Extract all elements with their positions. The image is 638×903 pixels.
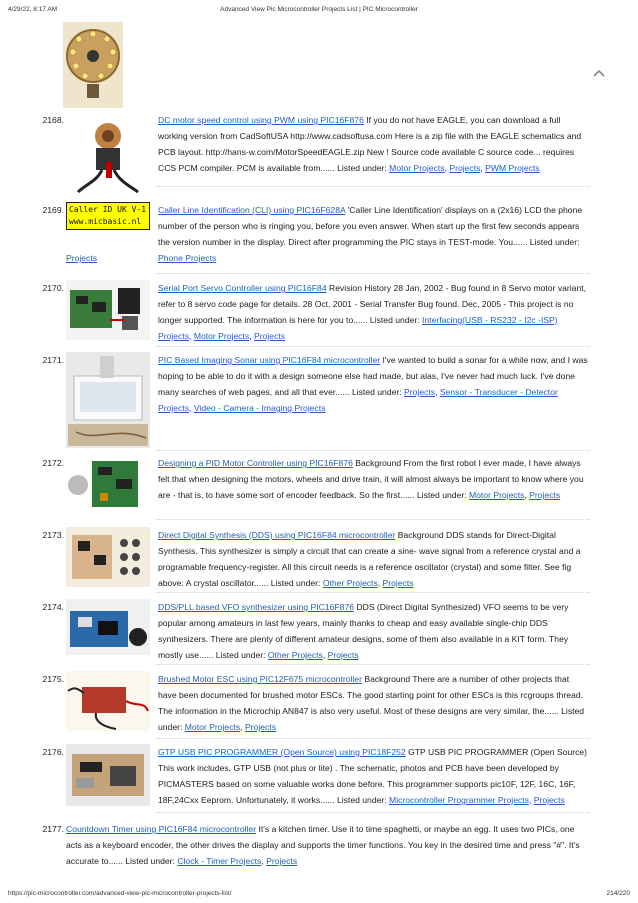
list-item-continuation — [40, 250, 590, 266]
item-separator — [156, 450, 590, 451]
category-link[interactable]: Projects — [244, 722, 276, 732]
item-thumbnail — [66, 599, 150, 655]
list-item — [40, 744, 590, 808]
print-datetime: 4/29/22, 8:17 AM — [8, 6, 58, 13]
item-text: DC motor speed control using PWM using PIC16F876 If you do not have EAGLE, you can download a full working version from CadSoftUSA http://www.cadsoftusa.com Here is a zip file with the EAGLE schematics and PCB layout. http://hans-w.com/MotorSpeedEAGLE.zip New ! Source code available C source code... requires CCS PCM compiler. PCM is available from...... Listed under: Motor Projects, Projects, PWM Projects — [158, 115, 582, 173]
project-title-link[interactable]: Countdown Timer using PIC16F84 microcontroller — [66, 824, 257, 834]
item-text: Direct Digital Synthesis (DDS) using PIC16F84 microcontroller Background DDS stands for Direct-Digital Synthesis. This synthesizer is simply a circuit that can create a sine- wave signal from a reference crystal and a programable frequency-register. All this circuit needs is a reference oscillator (crystal) and some filter. See fig above: A crystal oscillator...... Listed under: Other Projects, Projects — [158, 530, 581, 588]
project-title-link[interactable]: PIC Based Imaging Sonar using PIC16F84 microcontroller — [158, 355, 381, 365]
project-title-link[interactable]: Designing a PID Motor Controller using PIC16F876 — [158, 458, 353, 468]
category-link[interactable]: Projects — [404, 387, 436, 397]
item-number: 2176. — [42, 747, 64, 757]
project-title-link[interactable]: Caller Line Identification (CLI) using PIC16F628A — [158, 205, 346, 215]
project-description: Background There are a number of other projects that have been documented for brushed motor ESCs. The good starting point for other ESCs is this rcgroups thread. The information in the Microchip AN847 is also very useful. Most of these designs are very similar, the...... Listed under: — [158, 674, 585, 732]
category-link[interactable]: Phone Projects — [158, 253, 217, 263]
category-link[interactable]: Projects — [266, 856, 298, 866]
item-text-continuation — [66, 250, 590, 266]
project-description: Revision History 28 Jan, 2002 - Bug found in 8 Servo motor variant, refer to 8 servo code page for details. 28 Oct, 2001 - Serial Transfer Bug found. Dec, 2005 - This project is no longer supported. The information is here for you to...... Listed under: — [158, 283, 587, 325]
item-text: DDS/PLL based VFO synthesizer using PIC16F876 DDS (Direct Digital Synthesized) VFO seems to be very popular among amateurs in last few years, mainly thanks to cheap and easy available single-chip DDS synthesizers. There are plenty of different amateur designs, some of them also available in a KIT form. They mostly use...... Listed under: Other Projects, Projects — [158, 602, 569, 660]
project-description: Background DDS stands for Direct-Digital Synthesis. This synthesizer is simply a circuit that can create a sine- wave signal from a reference crystal and a programable frequency-register. All this circuit needs is a reference oscillator (crystal) and some filter. See fig above: A crystal oscillator...... Listed under: — [158, 530, 581, 588]
item-number: 2171. — [42, 355, 64, 365]
category-link[interactable]: Motor Projects — [193, 331, 250, 341]
item-separator — [156, 519, 590, 520]
list-item — [40, 671, 590, 735]
category-link[interactable]: Other Projects — [322, 578, 378, 588]
category-link[interactable]: Interfacing(USB - RS232 - I2c -ISP) Projects — [158, 315, 558, 341]
project-description: DDS (Direct Digital Synthesized) VFO seems to be very popular among amateurs in last few years, mainly thanks to cheap and easy available single-chip DDS synthesizers. There are plenty of different amateur designs, some of them also available in a KIT form. They mostly use...... Listed under: — [158, 602, 569, 660]
item-thumbnail — [66, 280, 150, 340]
project-description: 'Caller Line Identification' displays on a (2x16) LCD the phone number of the person who is ringing you, before you even answer. When start up the first few seconds appears the version number in the display. Direct after programming the PIC stays in TEST-mode. You...... Listed under: — [158, 205, 583, 247]
item-text: PIC Based Imaging Sonar using PIC16F84 microcontroller I've wanted to build a sonar for a while now, and I was hoping to be able to do it with a design someone else had made, but alas, I've never had much luck. I've done many searches of web pages, and all that ever...... Listed under: Projects, Sensor - Transducer - Detector Projects, Video - Camera - Imaging Projects — [158, 355, 588, 413]
project-title-link[interactable]: Brushed Motor ESC using PIC12F675 microcontroller — [158, 674, 362, 684]
item-separator — [156, 592, 590, 593]
item-number: 2173. — [42, 530, 64, 540]
list-item — [40, 455, 590, 519]
item-text: Serial Port Servo Controller using PIC16F84 Revision History 28 Jan, 2002 - Bug found in 8 Servo motor variant, refer to 8 servo code page for details. 28 Oct, 2001 - Serial Transfer Bug found. Dec, 2005 - This project is no longer supported. The information is here for you to...... Listed under: Interfacing(USB - RS232 - I2c -ISP) Projects, Motor Projects, Projects — [158, 283, 587, 341]
project-title-link[interactable]: Serial Port Servo Controller using PIC16F84 — [158, 283, 327, 293]
lcd-line-1: Caller ID UK V-1 — [69, 205, 147, 214]
item-separator — [156, 273, 590, 274]
item-number: 2177. — [42, 824, 64, 834]
print-url: https://pic-microcontroller.com/advanced-view-pic-microcontroller-projects-list/ — [8, 890, 232, 897]
project-title-link[interactable]: Direct Digital Synthesis (DDS) using PIC16F84 microcontroller — [158, 530, 396, 540]
list-item — [40, 112, 590, 176]
category-link[interactable]: Projects — [449, 163, 481, 173]
item-number: 2175. — [42, 674, 64, 684]
item-number: 2174. — [42, 602, 64, 612]
category-link[interactable]: Projects — [327, 650, 359, 660]
list-item — [40, 821, 590, 869]
item-number: 2168. — [42, 115, 64, 125]
item-separator — [156, 812, 590, 813]
led-circle-board-photo — [63, 22, 123, 108]
item-separator — [156, 738, 590, 739]
item-separator — [156, 186, 590, 187]
item-text: GTP USB PIC PROGRAMMER (Open Source) using PIC18F252 GTP USB PIC PROGRAMMER (Open Source) This work includes, GTP USB (not plus or lite) . The schematic, photos and PCB have been developed by PICMASTERS based on some valuable works done before. This programmer supports pic10F, 12F, 16C, 16F, 18F,24Cxx Eeprom. Unfortunately, it works...... Listed under: Microcontroller Programmer Projects, Projects — [158, 747, 588, 805]
category-link[interactable]: Microcontroller Programmer Projects — [389, 795, 529, 805]
lcd-thumbnail — [66, 202, 150, 230]
category-link[interactable]: Motor Projects — [184, 722, 241, 732]
category-link[interactable]: PWM Projects — [485, 163, 540, 173]
project-description: If you do not have EAGLE, you can download a full working version from CadSoftUSA http://www.cadsoftusa.com Here is a zip file with the EAGLE schematics and PCB layout. http://hans-w.com/MotorSpeedEAGLE.zip New ! Source code available C source code... requires CCS PCM compiler. PCM is available from...... Listed under: — [158, 115, 582, 173]
scroll-top-icon[interactable] — [592, 66, 606, 80]
list-item — [40, 280, 590, 344]
category-link[interactable]: Projects — [529, 490, 561, 500]
item-thumbnail — [66, 744, 150, 806]
item-separator — [156, 664, 590, 665]
item-thumbnail — [66, 455, 150, 515]
category-link[interactable]: Motor Projects — [389, 163, 445, 173]
category-link[interactable]: Projects — [533, 795, 565, 805]
category-link[interactable]: Video - Camera - Imaging Projects — [193, 403, 326, 413]
print-page-title: Advanced View Pic Microcontroller Projects List | PIC Microcontroller — [220, 6, 418, 13]
project-title-link[interactable]: GTP USB PIC PROGRAMMER (Open Source) using PIC18F252 — [158, 747, 406, 757]
print-page-number: 214/220 — [606, 890, 630, 897]
list-item — [40, 527, 590, 591]
project-title-link[interactable]: DDS/PLL based VFO synthesizer using PIC16F876 — [158, 602, 355, 612]
category-link[interactable]: Other Projects — [267, 650, 323, 660]
list-item — [40, 599, 590, 663]
category-link[interactable]: Motor Projects — [468, 490, 525, 500]
item-thumbnail — [66, 527, 150, 587]
project-title-link[interactable]: DC motor speed control using PWM using PIC16F876 — [158, 115, 364, 125]
item-thumbnail — [66, 671, 150, 731]
project-description: I've wanted to build a sonar for a while now, and I was hoping to be able to do it with a design someone else had made, but alas, I've never had much luck. I've done many searches of web pages, and all that ever...... Listed under: — [158, 355, 588, 397]
item-separator — [156, 346, 590, 347]
item-text: Countdown Timer using PIC16F84 microcontroller It's a kitchen timer. Use it to time spaghetti, or maybe an egg. It uses two PICs, one acts as a keyboard encoder, the other drives the display and supports the timer functions. You key in the desired time and press "#". It's accurate to...... Listed under: Clock - Timer Projects, Projects — [66, 824, 580, 866]
item-thumbnail — [66, 352, 150, 448]
project-description: It's a kitchen timer. Use it to time spaghetti, or maybe an egg. It uses two PICs, one acts as a keyboard encoder, the other drives the display and supports the timer functions. You key in the desired time and press "#". It's accurate to...... Listed under: — [66, 824, 580, 866]
item-number: 2169. — [42, 205, 64, 215]
item-text: Brushed Motor ESC using PIC12F675 microcontroller Background There are a number of other projects that have been documented for brushed motor ESCs. The good starting point for other ESCs is this rcgroups thread. The information in the Microchip AN847 is also very useful. Most of these designs are very similar, the...... Listed under: Motor Projects, Projects — [158, 674, 585, 732]
category-link[interactable]: Projects — [66, 253, 98, 263]
item-text: Designing a PID Motor Controller using PIC16F876 Background From the first robot I ever made, I have always felt that when designing the motors, wheels and drive train, it will almost always be important to know where you are - that is, to have some sort of encoder feedback. So the first...... Listed under: Motor Projects, Projects — [158, 458, 584, 500]
item-thumbnail — [66, 112, 150, 196]
item-number: 2172. — [42, 458, 64, 468]
list-item — [40, 352, 590, 416]
category-link[interactable]: Sensor - Transducer - Detector Projects — [158, 387, 558, 413]
category-link[interactable]: Projects — [382, 578, 414, 588]
project-description: GTP USB PIC PROGRAMMER (Open Source) This work includes, GTP USB (not plus or lite) . The schematic, photos and PCB have been developed by PICMASTERS based on some valuable works done before. This programmer supports pic10F, 12F, 16C, 16F, 18F,24Cxx Eeprom. Unfortunately, it works...... Listed under: — [158, 747, 588, 805]
project-description: Background From the first robot I ever made, I have always felt that when designing the motors, wheels and drive train, it will almost always be important to know where you are - that is, to have some sort of encoder feedback. So the first...... Listed under: — [158, 458, 584, 500]
category-link[interactable]: Projects — [254, 331, 286, 341]
category-link[interactable]: Clock - Timer Projects — [177, 856, 262, 866]
item-number: 2170. — [42, 283, 64, 293]
lcd-line-2: www.micbasic.nl — [69, 217, 142, 226]
